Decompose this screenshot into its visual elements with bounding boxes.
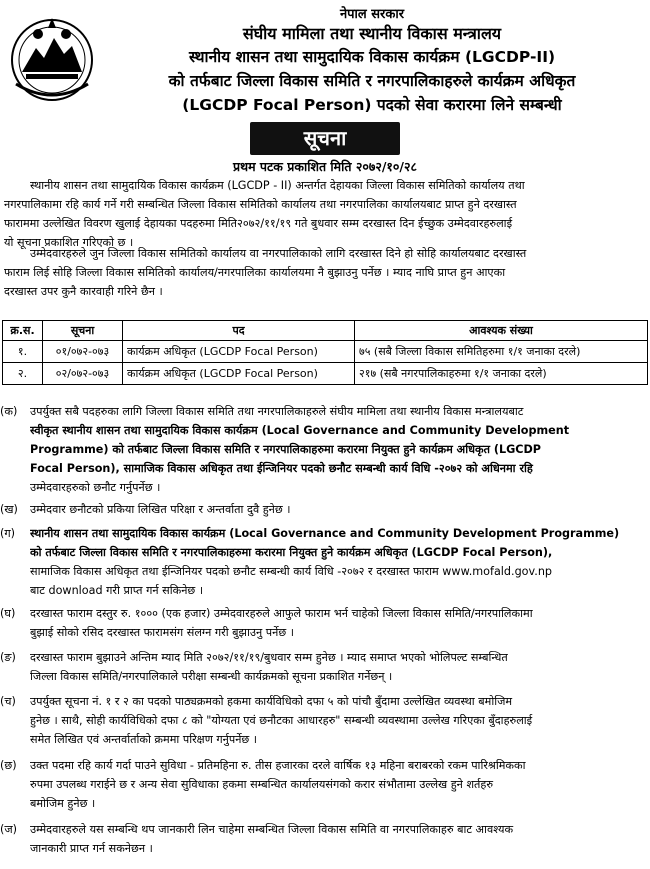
cell-serial: १.	[3, 341, 43, 363]
item-line: समेत लिखित एवं अन्तर्वार्ताको क्रममा परिक्षण गर्नुपर्नेछ ।	[30, 733, 258, 746]
item-text	[30, 524, 646, 600]
cell-post: कार्यक्रम अधिकृत (LGCDP Focal Person)	[123, 363, 355, 385]
intro-line: उम्मेदवारहरुले जुन जिल्ला विकास समितिको कार्यालय वा नगरपालिकाको लागि दरखास्त दिने हो सोहि कार्यालयबाट दरखास्त	[30, 247, 527, 260]
table-row	[3, 363, 648, 385]
item-line: स्थानीय शासन तथा सामुदायिक विकास कार्यक्रम (Local Governance and Community Development Programme)	[30, 527, 620, 540]
item-line: Programme) को तर्फबाट जिल्ला विकास समिति र नगरपालिकाहरुमा करारमा नियुक्त हुने कार्यक्रम अधिकृत (LGCDP	[30, 443, 541, 456]
intro-line: दरखास्त उपर कुनै कारवाही गरिने छैन ।	[4, 285, 163, 298]
item-line: दरखास्त फाराम दस्तुर रु. १००० (एक हजार) उम्मेदवारहरुले आफुले फाराम भर्न चाहेको जिल्ला विकास समिति/नगरपालिकामा	[30, 607, 533, 620]
item-marker: (छ)	[0, 759, 17, 772]
item-line: उम्मेदवार छनौटको प्रकिया लिखित परिक्षा र अन्तर्वाता दुवै हुनेछ ।	[30, 503, 291, 516]
item-text	[30, 692, 646, 749]
item-line: हुनेछ । साथै, सोही कार्यविधिको दफा ८ को "योग्यता एवं छनौटका आधारहरु" सम्बन्धी व्यवस्थामा उल्लेख गरिएका बुँदाहरुलाई	[30, 714, 533, 727]
intro-paragraph-2	[4, 244, 646, 301]
item-marker: (ख)	[0, 503, 18, 516]
program-name: स्थानीय शासन तथा सामुदायिक विकास कार्यक्रम (LGCDP-II)	[188, 48, 556, 66]
item-line: सामाजिक विकास अधिकृत तथा ईन्जिनियर पदको छनौट सम्बन्धी कार्य विधि -२०७२ र दरखास्त फाराम www.mofald.gov.np	[30, 565, 553, 578]
header-line-4: को तर्फबाट जिल्ला विकास समिति र नगरपालिकाहरुले कार्यक्रम अधिकृत	[168, 72, 576, 90]
item-marker: (घ)	[0, 607, 16, 620]
item-line: उपर्युक्त सबै पदहरुका लागि जिल्ला विकास समिति तथा नगरपालिकाहरुले संघीय मामिला तथा स्थानीय विकास मन्त्रालयबाट	[30, 405, 524, 418]
notice-title: सूचना	[250, 122, 400, 155]
table-header-row	[3, 321, 648, 341]
item-text	[30, 820, 646, 858]
item-line: उम्मेदवारहरुले यस सम्बन्धि थप जानकारी लिन चाहेमा सम्बन्धित जिल्ला विकास समिति वा नगरपालिकाहरु बाट आवश्यक	[30, 823, 514, 836]
item-text	[30, 402, 646, 497]
notice-header	[0, 0, 650, 118]
col-required-number: आवश्यक संख्या	[355, 321, 648, 341]
intro-line: स्थानीय शासन तथा सामुदायिक विकास कार्यक्रम (LGCDP - II) अन्तर्गत देहायका जिल्ला विकास समितिको कार्यालय तथा	[30, 179, 525, 192]
item-text	[30, 648, 646, 686]
item-line: जानकारी प्राप्त गर्न सकनेछन ।	[30, 842, 153, 855]
item-line: जिल्ला विकास समिति/नगरपालिकाले परीक्षा सम्बन्धी कार्यक्रमको सूचना प्रकाशित गर्नेछन् ।	[30, 670, 393, 683]
table-row	[3, 341, 648, 363]
item-marker: (ङ)	[0, 651, 16, 664]
item-marker: (च)	[0, 695, 16, 708]
item-line: रुपमा उपलब्ध गराईने छ र अन्य सेवा सुविधाका हकमा सम्बन्धित कार्यालयसंगको करार संभौतामा उल्लेख हुने शर्तहरु	[30, 778, 494, 791]
item-line: स्वीकृत स्थानीय शासन तथा सामुदायिक विकास कार्यक्रम (Local Governance and Community Development	[30, 424, 570, 437]
item-line: बाट download गरी प्राप्त गर्न सकिनेछ ।	[30, 584, 204, 597]
header-line-5: (LGCDP Focal Person) पदको सेवा करारमा लिने सम्बन्धी	[182, 96, 562, 114]
cell-serial: २.	[3, 363, 43, 385]
col-post: पद	[123, 321, 355, 341]
header-line-1: नेपाल सरकार	[339, 7, 405, 22]
intro-line: फाराम लिई सोहि जिल्ला विकास समितिको कार्यालय/नगरपालिका कार्यालयमा नै बुझाउनु पर्नेछ । म्याद नाघि प्राप्त हुन आएका	[4, 266, 506, 279]
cell-required-number: २१७ (सबै नगरपालिकाहरुमा १/१ जनाका दरले)	[355, 363, 648, 385]
intro-line: नगरपालिकामा रहि कार्य गर्ने गरी सम्बन्धित जिल्ला विकास समितिको कार्यालय तथा नगरपालिका कार्यालयबाट प्राप्त हुने दरखास्त	[4, 198, 517, 211]
intro-line: यो सूचना प्रकाशित गरिएको छ ।	[4, 236, 134, 249]
item-marker: (ग)	[0, 527, 16, 540]
item-line: बुझाई सोको रसिद दरखास्त फारामसंग संलग्न गरी बुझाउनु पर्नेछ ।	[30, 626, 295, 639]
item-line: उम्मेदवारहरुको छनौट गर्नुपर्नेछ ।	[30, 481, 161, 494]
item-line: को तर्फबाट जिल्ला विकास समिति र नगरपालिकाहरुमा करारमा नियुक्त हुने कार्यक्रम अधिकृत (LGCDP Focal Person),	[30, 546, 553, 559]
col-notice: सूचना	[43, 321, 123, 341]
item-line: उक्त पदमा रहि कार्य गर्दा पाउने सुविधा - प्रतिमहिना रु. तीस हजारका दरले वार्षिक १३ महिना बराबरको रकम पारिश्रमिकका	[30, 759, 526, 772]
item-line: उपर्युक्त सूचना नं. १ र २ का पदको पाठ्यक्रमको हकमा कार्यविधिको दफा ५ को पांचौ बुँदामा उल्लेखित व्यवस्था बमोजिम	[30, 695, 513, 708]
cell-notice: ०१/०७२-०७३	[43, 341, 123, 363]
item-text	[30, 500, 646, 519]
ministry-name: संघीय मामिला तथा स्थानीय विकास मन्त्रालय	[242, 24, 502, 43]
item-marker: (क)	[0, 405, 18, 418]
nepal-emblem-icon	[6, 14, 98, 102]
item-text	[30, 604, 646, 642]
cell-notice: ०२/०७२-०७३	[43, 363, 123, 385]
intro-line: फाराममा उल्लेखित विवरण खुलाई देहायका पदहरुमा मिति२०७२/११/१९ गते बुधवार सम्म दरखास्त दिन ईच्छुक उम्मेदवारहरुलाई	[4, 217, 513, 230]
item-line: दरखास्त फाराम बुझाउने अन्तिम म्याद मिति २०७२/११/१९/बुधवार सम्म हुनेछ । म्याद समाप्त भएको भोलिपल्ट सम्बन्धित	[30, 651, 508, 664]
posts-table	[2, 320, 648, 385]
col-serial: क्र.स.	[3, 321, 43, 341]
item-line: बमोजिम हुनेछ ।	[30, 797, 96, 810]
publish-date: प्रथम पटक प्रकाशित मिति २०७२/१०/२८	[232, 159, 417, 174]
item-text	[30, 756, 646, 813]
cell-post: कार्यक्रम अधिकृत (LGCDP Focal Person)	[123, 341, 355, 363]
item-marker: (ज)	[0, 823, 18, 836]
item-line: Focal Person), सामाजिक विकास अधिकृत तथा ईन्जिनियर पदको छनौट सम्बन्धी कार्य विधि -२०७२ को अधिनमा रहि	[30, 462, 533, 475]
cell-required-number: ७५ (सबै जिल्ला विकास समितिहरुमा १/१ जनाका दरले)	[355, 341, 648, 363]
intro-paragraph-1	[4, 176, 646, 252]
